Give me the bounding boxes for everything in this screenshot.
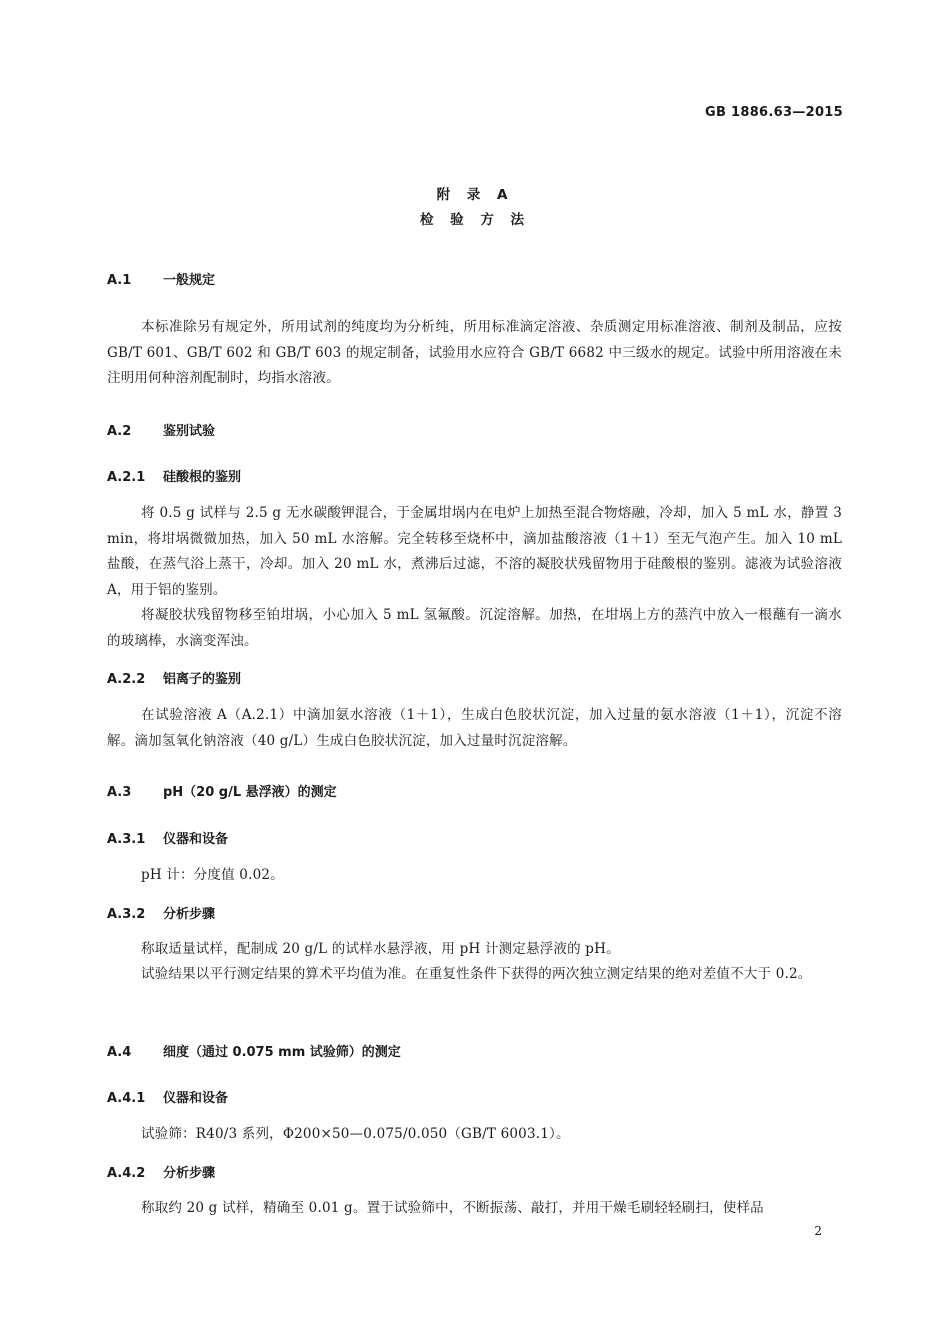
section-heading-a42 (107, 1162, 215, 1181)
section-number: A.4.1 (107, 1091, 146, 1106)
section-heading-a32 (107, 903, 215, 922)
paragraph-a32-1: 称取适量试样，配制成 20 g/L 的试样水悬浮液，用 pH 计测定悬浮液的 pH。 (141, 941, 620, 957)
paragraph-a21-1: 将 0.5 g 试样与 2.5 g 无水碳酸钾混合，于金属坩埚内在电炉上加热至混合物熔融，冷却，加入 5 mL 水，静置 3 min，将坩埚微微加热，加入 50 mL 水溶解。完全转移至烧杯中，滴加盐酸溶液（1＋1）至无气泡产生。加入 10 mL 盐酸，在蒸气浴上蒸干，冷却。加入 20 mL 水，煮沸后过滤，不溶的凝胶状残留物用于硅酸根的鉴别。滤液为试验溶液 A，用于铝的鉴别。 (107, 505, 842, 598)
section-heading-a21 (107, 466, 241, 485)
annex-title: 检 验 方 法 (419, 212, 531, 228)
section-title: 细度（通过 0.075 mm 试验筛）的测定 (163, 1045, 401, 1060)
section-number: A.4.2 (107, 1166, 146, 1181)
document-code: GB 1886.63—2015 (705, 105, 843, 120)
section-title: 仪器和设备 (163, 1091, 229, 1106)
paragraph-a1-general: 本标准除另有规定外，所用试剂的纯度均为分析纯，所用标准滴定溶液、杂质测定用标准溶液、制剂及制品，应按 GB/T 601、GB/T 602 和 GB/T 603 的规定制备，试验用水应符合 GB/T 6682 中三级水的规定。试验中所用溶液在未注明用何种溶剂配制时，均指水溶液。 (107, 319, 842, 386)
annex-label: 附 录 A (436, 187, 514, 203)
section-title: pH（20 g/L 悬浮液）的测定 (163, 785, 337, 800)
paragraph-a32-2: 试验结果以平行测定结果的算术平均值为准。在重复性条件下获得的两次独立测定结果的绝对差值不大于 0.2。 (141, 966, 812, 982)
section-heading-a2 (107, 420, 215, 439)
section-heading-a1 (107, 269, 215, 288)
section-number: A.3 (107, 785, 132, 800)
paragraph-a41-1: 试验筛：R40/3 系列，Φ200×50—0.075/0.050（GB/T 6003.1）。 (141, 1126, 570, 1142)
paragraph-a21-2: 将凝胶状残留物移至铂坩埚，小心加入 5 mL 氢氟酸。沉淀溶解。加热，在坩埚上方的蒸汽中放入一根蘸有一滴水的玻璃棒，水滴变浑浊。 (107, 607, 842, 649)
section-heading-a31 (107, 828, 228, 847)
section-title: 一般规定 (163, 273, 216, 288)
section-title: 鉴别试验 (163, 424, 216, 439)
section-heading-a22 (107, 668, 241, 687)
section-number: A.2.2 (107, 672, 146, 687)
section-title: 分析步骤 (163, 1166, 216, 1181)
section-heading-a3 (107, 781, 337, 800)
section-title: 分析步骤 (163, 907, 216, 922)
section-number: A.4 (107, 1045, 132, 1060)
paragraph-a31-1: pH 计：分度值 0.02。 (141, 867, 284, 883)
section-number: A.2.1 (107, 470, 146, 485)
section-title: 仪器和设备 (163, 832, 229, 847)
section-heading-a41 (107, 1087, 228, 1106)
section-number: A.2 (107, 424, 132, 439)
paragraph-a22-1: 在试验溶液 A（A.2.1）中滴加氨水溶液（1＋1），生成白色胶状沉淀，加入过量的氨水溶液（1＋1），沉淀不溶解。滴加氢氧化钠溶液（40 g/L）生成白色胶状沉淀，加入过量时沉淀溶解。 (107, 707, 842, 749)
section-number: A.1 (107, 273, 132, 288)
section-title: 铝离子的鉴别 (163, 672, 242, 687)
paragraph-a42-1: 称取约 20 g 试样，精确至 0.01 g。置于试验筛中，不断振荡、敲打，并用干燥毛刷轻轻刷扫，使样品 (141, 1200, 764, 1216)
section-heading-a4 (107, 1041, 401, 1060)
section-number: A.3.2 (107, 907, 146, 922)
page-number: 2 (814, 1224, 822, 1238)
section-number: A.3.1 (107, 832, 146, 847)
section-title: 硅酸根的鉴别 (163, 470, 242, 485)
